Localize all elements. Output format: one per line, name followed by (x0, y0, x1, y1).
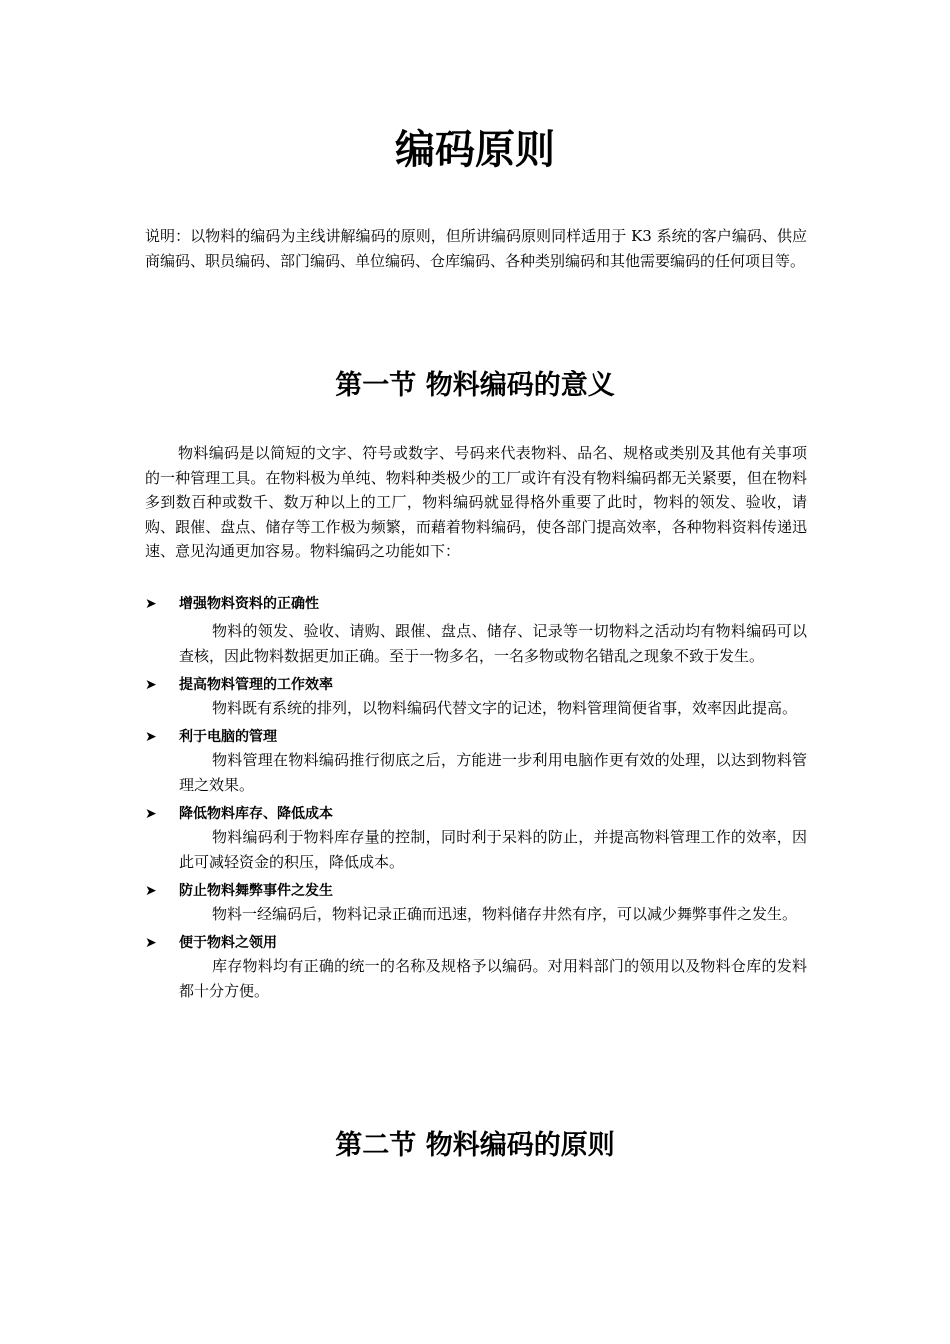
arrowhead-bullet-icon: ➤ (145, 883, 157, 899)
feature-description: 物料既有系统的排列，以物料编码代替文字的记述，物料管理简便省事，效率因此提高。 (212, 699, 798, 717)
section-2-heading: 第二节 物料编码的原则 (335, 1130, 615, 1161)
document-title: 编码原则 (395, 127, 555, 173)
feature-item (145, 726, 807, 798)
section-1-heading: 第一节 物料编码的意义 (335, 370, 615, 401)
feature-item (145, 880, 807, 927)
feature-title: 增强物料资料的正确性 (179, 596, 319, 612)
arrowhead-bullet-icon: ➤ (145, 596, 157, 612)
feature-item (145, 932, 807, 1004)
feature-description: 物料的领发、验收、请购、跟催、盘点、储存、记录等一切物料之活动均有物料编码可以查核，因此物料数据更加正确。至于一物多名，一名多物或物名错乱之现象不致于发生。 (179, 622, 807, 665)
arrowhead-bullet-icon: ➤ (145, 935, 157, 951)
arrowhead-bullet-icon: ➤ (145, 806, 157, 822)
feature-title: 利于电脑的管理 (179, 729, 277, 745)
feature-description: 物料编码利于物料库存量的控制，同时利于呆料的防止，并提高物料管理工作的效率，因此可减轻资金的积压，降低成本。 (179, 828, 807, 871)
feature-description: 物料管理在物料编码推行彻底之后，方能进一步利用电脑作更有效的处理，以达到物料管理之效果。 (179, 751, 807, 794)
intro-paragraph: 说明：以物料的编码为主线讲解编码的原则，但所讲编码原则同样适用于 K3 系统的客户编码、供应商编码、职员编码、部门编码、单位编码、仓库编码、各种类别编码和其他需要编码的任何项目等。 (145, 227, 807, 270)
section-1-body: 物料编码是以简短的文字、符号或数字、号码来代表物料、品名、规格或类别及其他有关事项的一种管理工具。在物料极为单纯、物料种类极少的工厂或许有没有物料编码都无关紧要，但在物料多到数百种或数千、数万种以上的工厂，物料编码就显得格外重要了此时，物料的领发、验收，请购、跟催、盘点、储存等工作极为频繁，而藉着物料编码，使各部门提高效率，各种物料资料传递迅速、意见沟通更加容易。物料编码之功能如下： (145, 444, 807, 560)
feature-list (145, 593, 807, 1009)
feature-title: 便于物料之领用 (179, 935, 277, 951)
feature-title: 降低物料库存、降低成本 (179, 806, 333, 822)
arrowhead-bullet-icon: ➤ (145, 729, 157, 745)
feature-title: 提高物料管理的工作效率 (179, 677, 333, 693)
feature-item (145, 803, 807, 875)
feature-item (145, 593, 807, 669)
feature-title: 防止物料舞弊事件之发生 (179, 883, 333, 899)
arrowhead-bullet-icon: ➤ (145, 677, 157, 693)
feature-item (145, 674, 807, 721)
feature-description: 库存物料均有正确的统一的名称及规格予以编码。对用料部门的领用以及物料仓库的发料都十分方便。 (179, 957, 807, 1000)
feature-description: 物料一经编码后，物料记录正确而迅速，物料储存井然有序，可以减少舞弊事件之发生。 (212, 905, 798, 923)
